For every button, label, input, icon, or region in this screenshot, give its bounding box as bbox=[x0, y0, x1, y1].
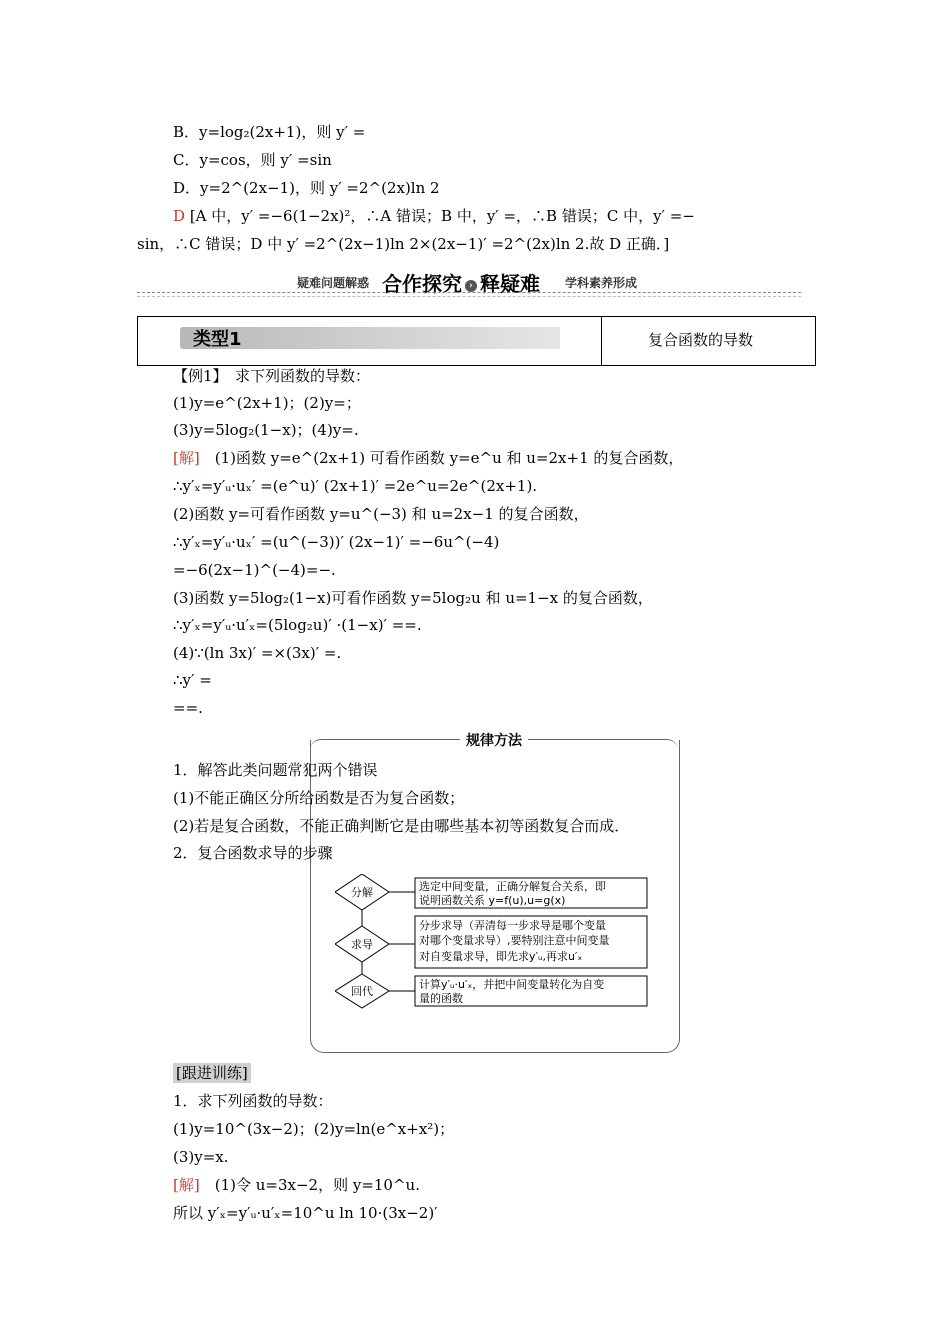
flow-step-1: 分解 bbox=[351, 886, 373, 899]
method-3: (2)若是复合函数，不能正确判断它是由哪些基本初等函数复合而成． bbox=[173, 817, 630, 835]
answer-line-2: sin，∴C 错误；D 中 y′ =2^(2x−1)ln 2×(2x−1)′ =2^(2x)ln 2.故 D 正确．] bbox=[137, 235, 670, 253]
solution-line-2: ∴y′ₓ=y′ᵤ·uₓ′ =(e^u)′ (2x+1)′ =2e^u=2e^(2x+1). bbox=[173, 477, 538, 495]
method-4: 2．复合函数求导的步骤 bbox=[173, 844, 333, 862]
banner-rule bbox=[137, 292, 801, 293]
option-c: C．y=cos，则 y′ =sin bbox=[173, 151, 332, 169]
solution-line-6: (3)函数 y=5log₂(1−x)可看作函数 y=5log₂u 和 u=1−x 的复合函数， bbox=[173, 589, 653, 607]
option-b: B．y=log₂(2x+1)，则 y′ = bbox=[173, 123, 366, 141]
solution-line-4: ∴y′ₓ=y′ᵤ·uₓ′ =(u^(−3))′ (2x−1)′ =−6u^(−4) bbox=[173, 533, 500, 551]
practice-solution-text: (1)令 u=3x−2，则 y=10^u. bbox=[199, 1176, 420, 1194]
flow-desc-3b: 量的函数 bbox=[419, 992, 463, 1005]
solution-line-8: (4)∵(ln 3x)′ =×(3x)′ =. bbox=[173, 644, 342, 662]
practice-2: (1)y=10^(3x−2)；(2)y=ln(e^x+x²)； bbox=[173, 1120, 455, 1138]
banner-left: 疑难问题解惑 bbox=[297, 276, 370, 290]
practice-label: [跟进训练] bbox=[173, 1063, 251, 1083]
solution-line-5: =−6(2x−1)^(−4)=−. bbox=[173, 561, 336, 579]
method-title: 规律方法 bbox=[460, 733, 528, 749]
flow-desc-2b: 对哪个变量求导）,要特别注意中间变量 bbox=[419, 934, 610, 947]
solution-line-9: ∴y′ = bbox=[173, 671, 212, 689]
banner-center-2: 释疑难 bbox=[480, 272, 540, 296]
flowchart bbox=[335, 874, 655, 1014]
flow-desc-2a: 分步求导（弄清每一步求导是哪个变量 bbox=[419, 919, 606, 932]
flow-step-2: 求导 bbox=[351, 938, 373, 951]
example-head: 【例1】 求下列函数的导数： bbox=[173, 367, 371, 385]
solution-line-7: ∴y′ₓ=y′ᵤ·u′ₓ=(5log₂u)′ ·(1−x)′ ==. bbox=[173, 616, 422, 634]
banner-rule-2 bbox=[137, 296, 801, 297]
example-q1: (1)y=e^(2x+1)；(2)y=； bbox=[173, 394, 361, 412]
banner-dot-icon: › bbox=[465, 280, 477, 292]
type-divider bbox=[601, 317, 602, 365]
answer-letter: D bbox=[173, 207, 186, 225]
practice-solution-label: [解] bbox=[173, 1176, 200, 1194]
flow-desc-2c: 对自变量求导，即先求y′ᵤ,再求u′ₓ bbox=[419, 950, 583, 963]
flow-desc-1a: 选定中间变量，正确分解复合关系，即 bbox=[419, 880, 606, 893]
practice-1: 1．求下列函数的导数： bbox=[173, 1092, 333, 1110]
type-title: 复合函数的导数 bbox=[648, 331, 754, 349]
flow-step-3: 回代 bbox=[351, 985, 373, 998]
practice-5: 所以 y′ₓ=y′ᵤ·u′ₓ=10^u ln 10·(3x−2)′ bbox=[173, 1204, 438, 1222]
flow-desc-1b: 说明函数关系 y=f(u),u=g(x) bbox=[419, 894, 566, 907]
section-banner bbox=[137, 268, 801, 298]
type-box bbox=[137, 316, 816, 366]
answer-line-1 bbox=[173, 206, 695, 226]
answer-text-1: [A 中，y′ =−6(1−2x)²，∴A 错误；B 中，y′ =，∴B 错误；C 中，y′ =− bbox=[189, 207, 695, 225]
example-q2: (3)y=5log₂(1−x)；(4)y=. bbox=[173, 421, 359, 439]
solution-line-3: (2)函数 y=可看作函数 y=u^(−3) 和 u=2x−1 的复合函数， bbox=[173, 505, 589, 523]
type-tag: 类型1 bbox=[193, 329, 242, 350]
practice-3: (3)y=x. bbox=[173, 1148, 229, 1166]
solution-label: [解] bbox=[173, 449, 200, 467]
method-1: 1．解答此类问题常犯两个错误 bbox=[173, 761, 378, 779]
solution-line-10: ==. bbox=[173, 699, 203, 717]
banner-center-1: 合作探究 bbox=[382, 272, 462, 296]
banner-right: 学科素养形成 bbox=[565, 276, 638, 290]
method-2: (1)不能正确区分所给函数是否为复合函数； bbox=[173, 789, 465, 807]
flow-desc-3a: 计算y′ᵤ·u′ₓ，并把中间变量转化为自变 bbox=[419, 978, 605, 991]
solution-text-1: (1)函数 y=e^(2x+1) 可看作函数 y=e^u 和 u=2x+1 的复合函数， bbox=[199, 449, 684, 467]
solution-line-1 bbox=[173, 448, 683, 468]
option-d: D．y=2^(2x−1)，则 y′ =2^(2x)ln 2 bbox=[173, 179, 440, 197]
practice-4 bbox=[173, 1175, 420, 1195]
